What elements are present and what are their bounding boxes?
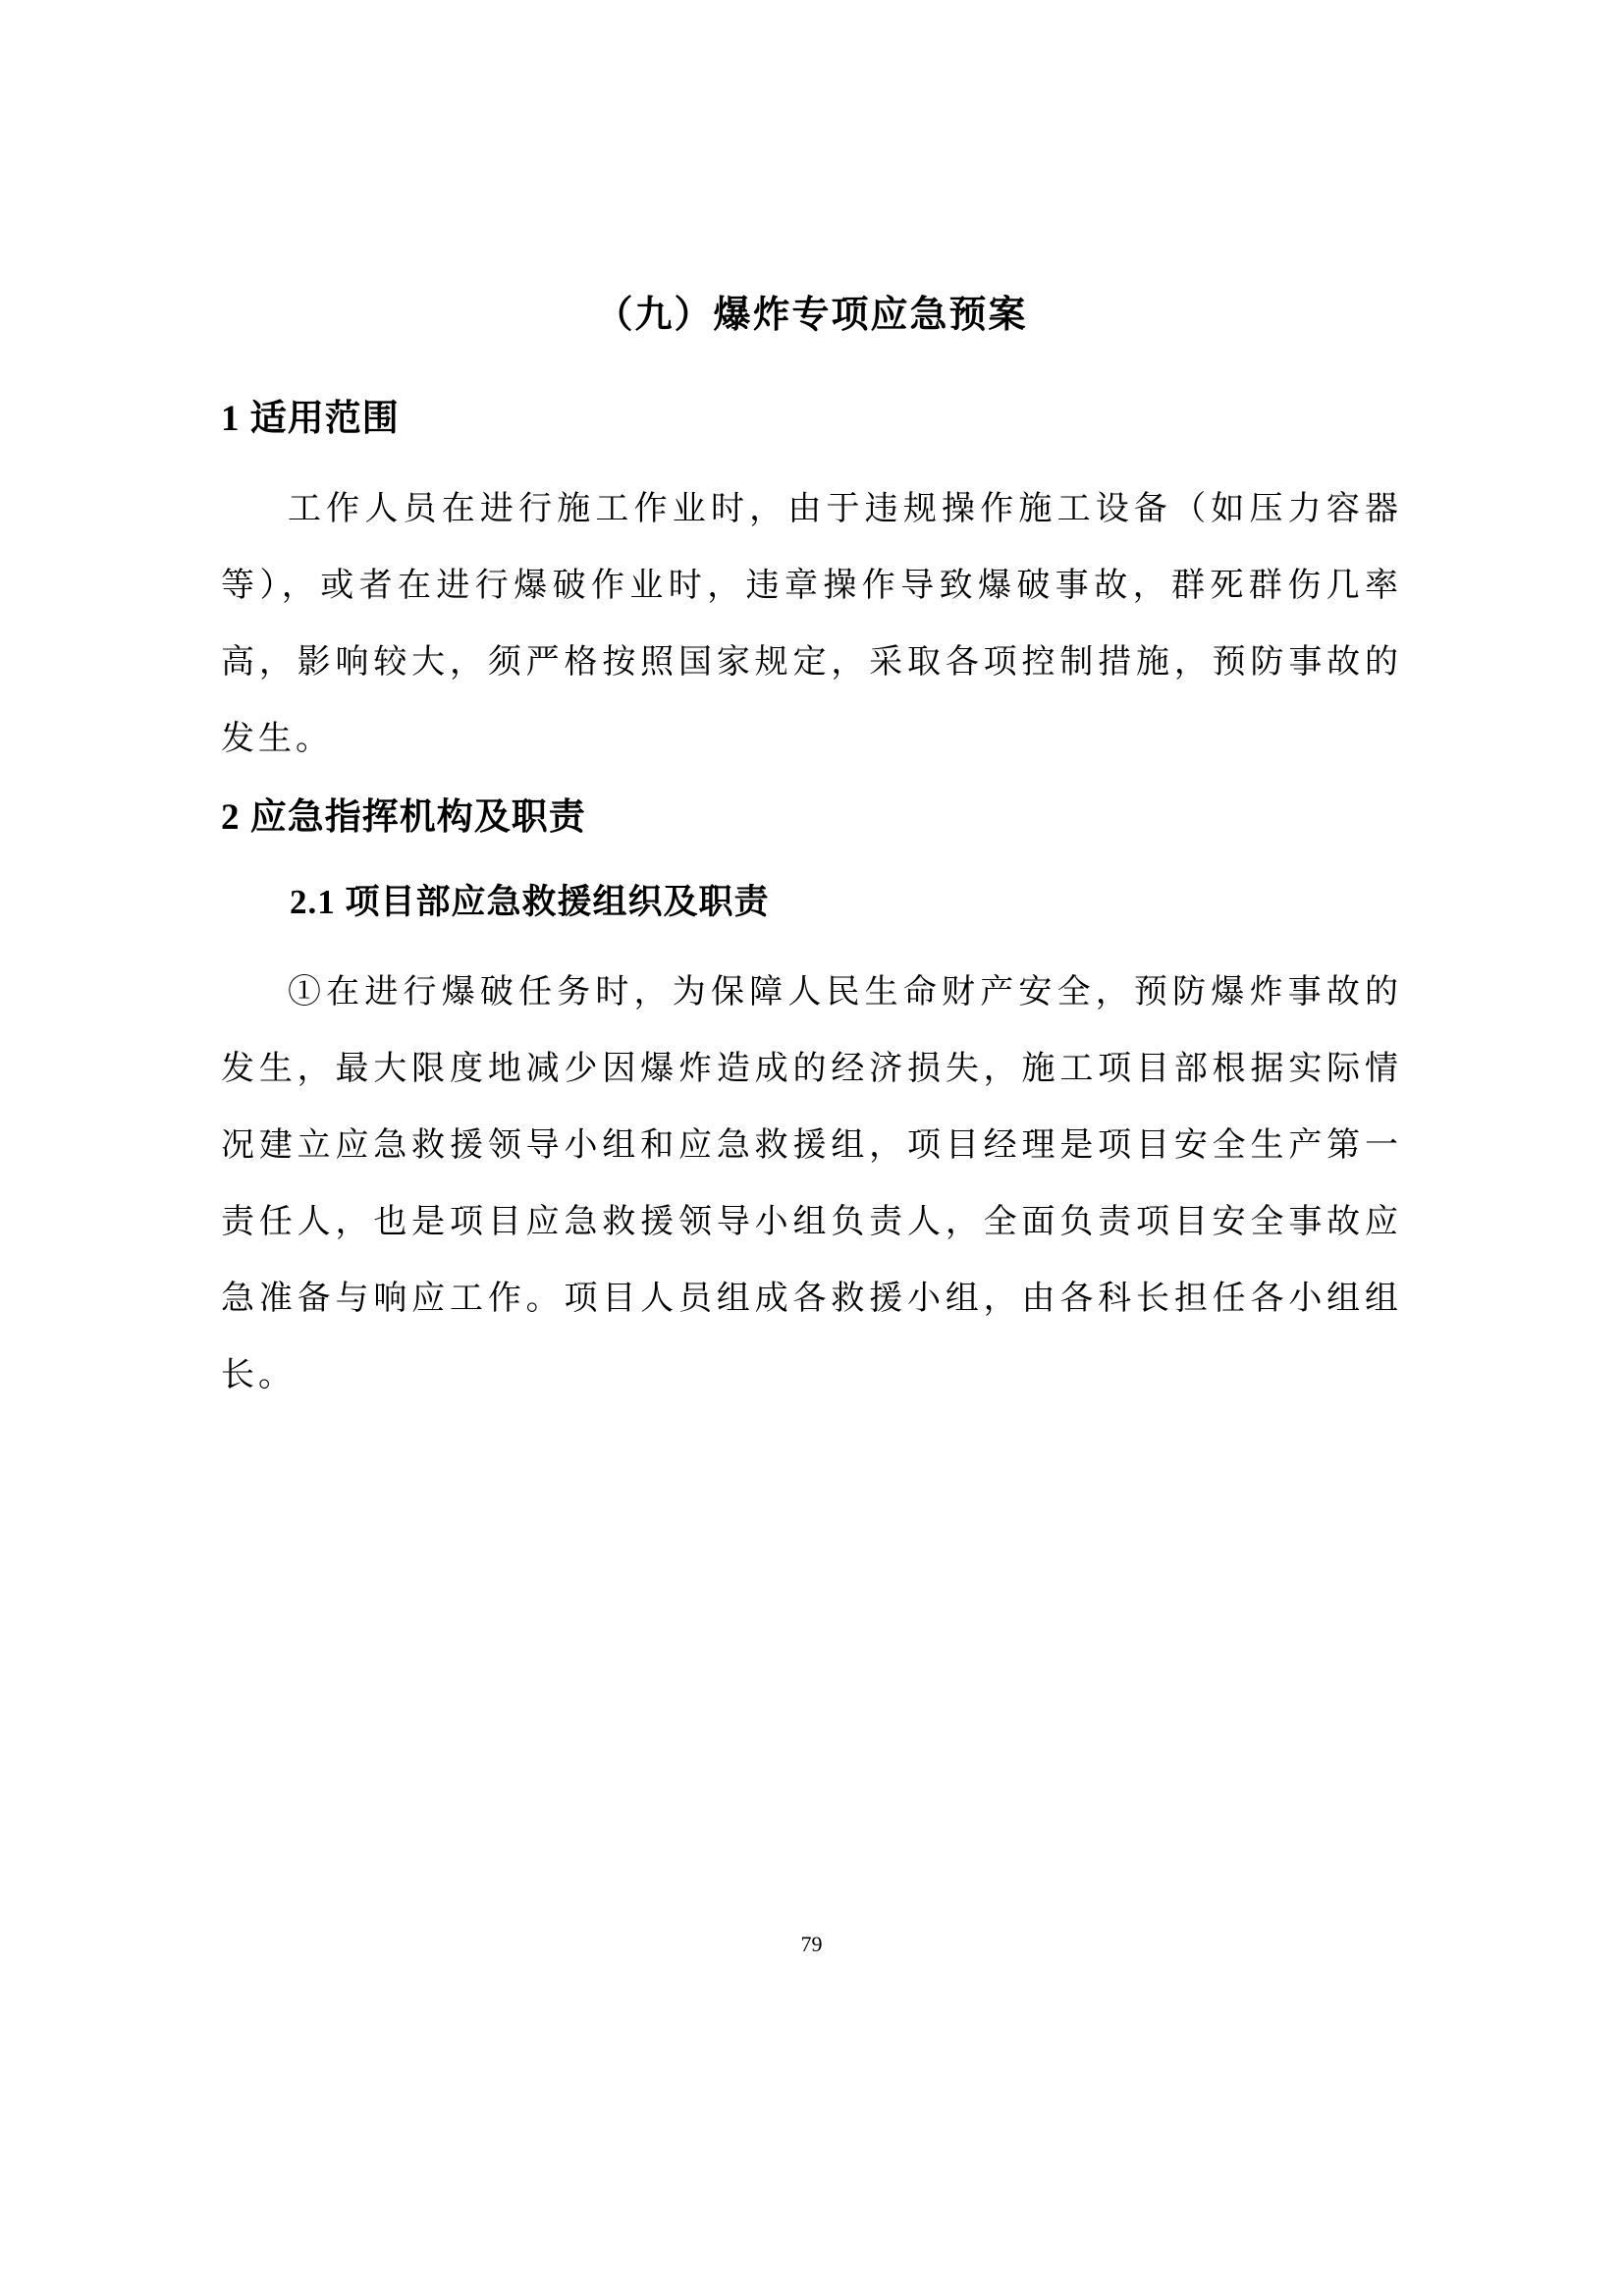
section-1-heading: 1 适用范围 [221,399,400,439]
doc-title: （九）爆炸专项应急预案 [595,295,1028,336]
page-number: 79 [800,1932,823,1956]
section-1-paragraph: 工作人员在进行施工作业时，由于违规操作施工设备（如压力容器等），或者在进行爆破作业时，违章操作导致爆破事故，群死群伤几率高，影响较大，须严格按照国家规定，采取各项控制措施，预防事故的发生。 [221,491,1402,757]
section-2-paragraph: ①在进行爆破任务时，为保障人民生命财产安全，预防爆炸事故的发生，最大限度地减少因爆炸造成的经济损失，施工项目部根据实际情况建立应急救援领导小组和应急救援组，项目经理是项目安全生产第一责任人，也是项目应急救援领导小组负责人，全面负责项目安全事故应急准备与响应工作。项目人员组成各救援小组，由各科长担任各小组组长。 [221,974,1402,1394]
section-2-heading: 2 应急指挥机构及职责 [221,797,586,838]
document-content [221,0,1402,1414]
section-2-subheading: 2.1 项目部应急救援组织及职责 [290,883,770,921]
